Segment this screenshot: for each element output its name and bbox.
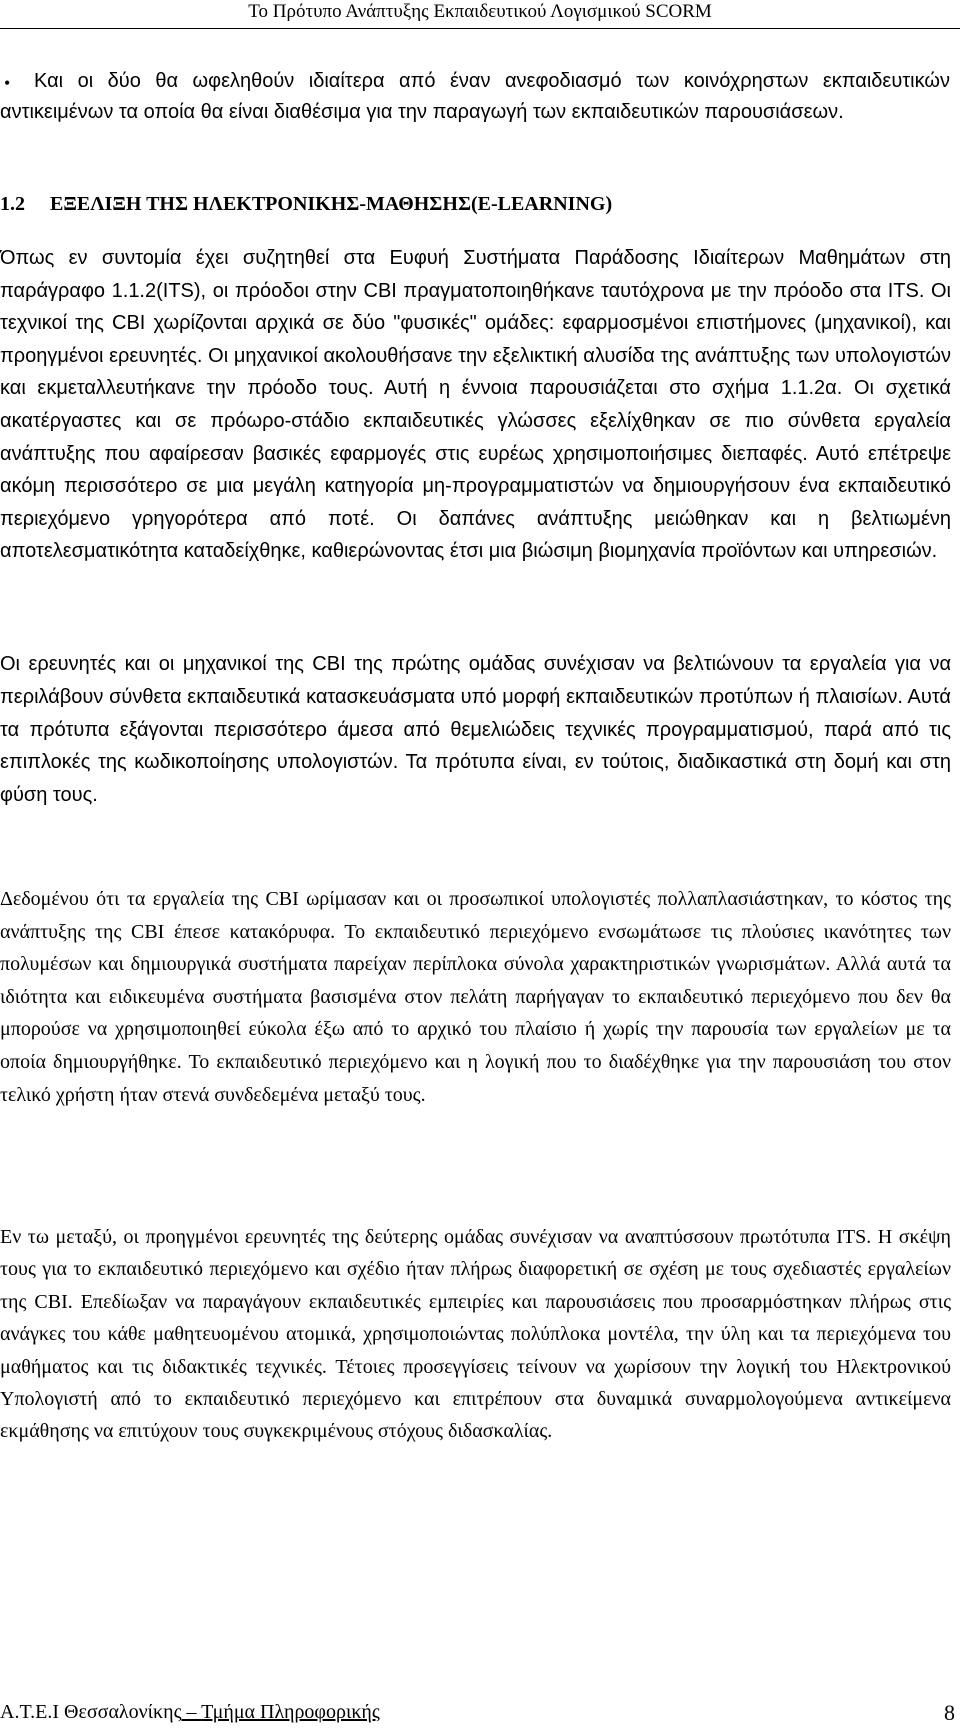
paragraph-evolution-intro: Όπως εν συντομία έχει συζητηθεί στα Ευφυή Συστήματα Παράδοσης Ιδιαίτερων Μαθημάτων στη παράγραφο 1.1.2(ITS), οι πρόοδοι στην CBI πραγματοποιηθήκανε ταυτόχρονα με την πρόοδο στα ITS. Οι τεχνικοί της CBI χωρίζονται αρχικά σε δύο "φυσικές" ομάδες: εφαρμοσμένοι επιστήμονες (μηχανικοί), και προηγμένοι ερευνητές. Οι μηχανικοί ακολουθήσανε την εξελικτική αλυσίδα της ανάπτυξης των υπολογιστών και εκμεταλλευτήκανε την πρόοδο τους. Αυτή η έννοια παρουσιάζεται στο σχήμα 1.1.2α. Οι σχετικά ακατέργαστες και σε πρόωρο-στάδιο εκπαιδευτικές γλώσσες εξελίχθηκαν σε πιο σύνθετα εργαλεία ανάπτυξης που αφαίρεσαν βασικές εφαρμογές στις ευρέως χρησιμοποιήσιμες διεπαφές. Αυτό επέτρεψε ακόμη περισσότερο σε μια μεγάλη κατηγορία μη-προγραμματιστών να δημιουργήσουν ένα εκπαιδευτικό περιεχόμενο γρηγορότερα από ποτέ. Οι δαπάνες ανάπτυξης μειώθηκαν και η βελτιωμένη αποτελεσματικότητα καταδείχθηκε, καθιερώνοντας έτσι μια βιώσιμη βιομηχανία προϊόντων και υπηρεσιών.: [0, 247, 951, 563]
running-header: [0, 0, 960, 28]
paragraph-cbi-costs: Δεδομένου ότι τα εργαλεία της CBI ωρίμασαν και οι προσωπικοί υπολογιστές πολλαπλασιάστηκαν, το κόστος της ανάπτυξης της CBI έπεσε κατακόρυφα. Το εκπαιδευτικό περιεχόμενο ενσωμάτωσε τις πλούσιες ικανότητες των πολυμέσων και δημιουργικά συστήματα παρείχαν περίπλοκα σύνολα χαρακτηριστικών γνωρισμάτων. Αλλά αυτά τα ιδιότητα και ειδικευμένα συστήματα βασισμένα στον πελάτη παρήγαγαν το εκπαιδευτικό περιεχόμενο που δεν θα μπορούσε να χρησιμοποιηθεί εύκολα έξω από το αρχικό του πλαίσιο ή χωρίς την παρουσία των εργαλείων με τα οποία δημιουργήθηκε. Το εκπαιδευτικό περιεχόμενο και η λογική που το διαδέχθηκε για την παρουσιάση του στον τελικό χρήστη ήταν στενά συνδεδεμένα μεταξύ τους.: [0, 888, 951, 1106]
section-heading: [0, 189, 950, 219]
footer-separator: –: [181, 1701, 202, 1723]
section-title: ΕΞΕΛΙΞΗ ΤΗΣ ΗΛΕΚΤΡΟΝΙΚΗΣ-ΜΑΘΗΣΗΣ(E-LEARNING): [50, 193, 613, 215]
footer-department: Τμήμα Πληροφορικής: [201, 1701, 380, 1723]
footer-institution: [0, 1700, 380, 1724]
footer-department-link: [182, 1701, 380, 1723]
paragraph-second-group: Εν τω μεταξύ, οι προηγμένοι ερευνητές της δεύτερης ομάδας συνέχισαν να αναπτύσσουν πρωτότυπα ITS. Η σκέψη τους για το εκπαιδευτικό περιεχόμενο και σχέδιο ήταν πλήρως διαφορετική σε σχέση με τους σχεδιαστές εργαλείων της CBI. Επεδίωξαν να παραγάγουν εκπαιδευτικές εμπειρίες και παρουσιάσεις που προσαρμόστηκαν πλήρως στις ανάγκες του κάθε μαθητευομένου ατομικά, χρησιμοποιώντας πολύπλοκα μοντέλα, την ύλη και τα περιεχόμενα του μαθήματος και τις διδακτικές τεχνικές. Τέτοιες προσεγγίσεις τείνουν να χωρίσουν την λογική του Ηλεκτρονικού Υπολογιστή από το εκπαιδευτικό περιεχόμενο και επιτρέπουν στα δυναμικά συναρμολογούμενα αντικείμενα εκμάθησης να επιτύχουν τους συγκεκριμένους στόχους διδασκαλίας.: [0, 1226, 951, 1443]
running-header-title: Το Πρότυπο Ανάπτυξης Εκπαιδευτικού Λογισμικού SCORM: [248, 1, 712, 22]
bullet-marker: •: [4, 73, 11, 93]
header-divider: [0, 28, 960, 29]
section-number: 1.2: [0, 193, 25, 215]
paragraph-first-group: Οι ερευνητές και οι μηχανικοί της CBI της πρώτης ομάδας συνέχισαν να βελτιώνουν τα εργαλεία για να περιλάβουν σύνθετα εκπαιδευτικά κατασκευάσματα υπό μορφή εκπαιδευτικών προτύπων ή πλαισίων. Αυτά τα πρότυπα εξάγονται περισσότερο άμεσα από θεμελιώδεις τεχνικές προγραμματισμού, παρά από τις επιπλοκές της κωδικοποίησης υπολογιστών. Τα πρότυπα είναι, εν τούτοις, διαδικαστικά στη δομή και στη φύση τους.: [0, 653, 951, 807]
footer-institution-name: Α.Τ.Ε.Ι Θεσσαλονίκης: [0, 1701, 182, 1723]
bullet-text: Και οι δύο θα ωφεληθούν ιδιαίτερα από έναν ανεφοδιασμό των κοινόχρηστων εκπαιδευτικών αντικειμένων τα οποία θα είναι διαθέσιμα για την παραγωγή των εκπαιδευτικών παρουσιάσεων.: [0, 70, 950, 123]
page-number: 8: [944, 1700, 955, 1725]
bullet-item: [0, 66, 950, 128]
